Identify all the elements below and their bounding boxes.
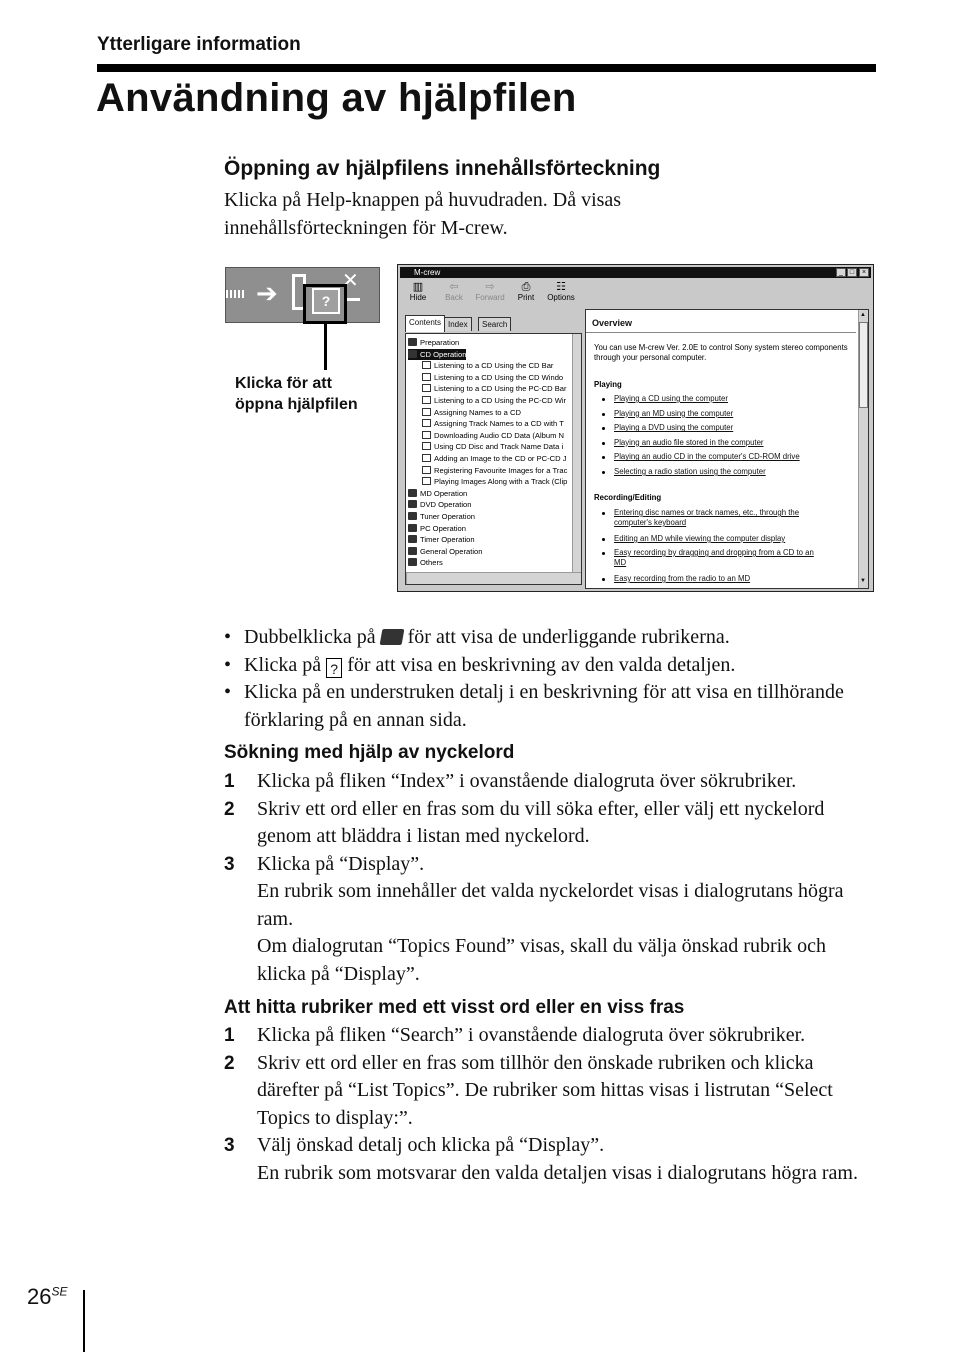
book-icon	[408, 535, 417, 543]
hide-label: Hide	[409, 293, 427, 302]
options-label: Options	[547, 293, 575, 302]
contents-tree	[405, 333, 582, 585]
forward-button[interactable]	[475, 281, 505, 302]
topic-link[interactable]: Playing an MD using the computer	[614, 408, 734, 418]
step-number: 3	[224, 1135, 235, 1156]
tree-item-label: Listening to a CD Using the CD Bar	[434, 361, 554, 371]
bullet-1-after: för att visa de underliggande rubrikerna.	[407, 626, 730, 648]
step-item	[224, 1022, 874, 1050]
callout-box	[303, 284, 347, 324]
step-item	[224, 851, 874, 989]
bullet-dot	[602, 442, 605, 445]
tree-item-label: General Operation	[420, 546, 483, 556]
tree-item[interactable]	[422, 418, 564, 429]
tree-item[interactable]	[408, 349, 466, 360]
topic-link[interactable]: MD	[614, 558, 627, 567]
playing-heading: Playing	[594, 380, 622, 389]
overview-intro: You can use M-crew Ver. 2.0E to control Sony system stereo components through your personal computer.	[594, 343, 848, 362]
page-suffix: SE	[51, 1284, 68, 1299]
page-icon	[422, 408, 431, 416]
step-item	[224, 1132, 874, 1187]
print-label: Print	[517, 293, 535, 302]
book-icon	[408, 338, 417, 346]
topic-link[interactable]: Selecting a radio station using the computer	[614, 467, 766, 476]
options-icon: ☷	[556, 281, 566, 293]
scroll-thumb[interactable]	[859, 322, 868, 408]
close-icon: ✕	[342, 268, 359, 292]
tree-item-label: Others	[420, 558, 443, 568]
page-icon	[422, 419, 431, 427]
book-icon	[408, 547, 417, 555]
topic-link[interactable]: Playing an audio file stored in the computer	[614, 437, 764, 447]
step-note: En rubrik som innehåller det valda nyckelordet visas i dialogrutans högra ram.	[257, 880, 844, 930]
tree-item[interactable]	[408, 488, 467, 499]
step-text: Skriv ett ord eller en fras som du vill söka efter, eller välj ett nyckelord genom att bläddra i listan med nyckelord.	[257, 797, 825, 847]
bullet-2-after: för att visa en beskrivning av den valda detaljen.	[347, 653, 736, 676]
opening-heading: Öppning av hjälpfilens innehållsförteckning	[224, 157, 661, 180]
window-title: M-crew	[414, 268, 441, 277]
scroll-down-icon: ▼	[860, 578, 866, 584]
page-number	[27, 1284, 68, 1310]
arrow-right-icon: ➔	[256, 279, 278, 309]
print-button[interactable]	[511, 281, 541, 302]
forward-label: Forward	[475, 293, 505, 302]
book-icon	[408, 489, 417, 497]
tree-item[interactable]	[408, 523, 466, 534]
tree-item[interactable]	[408, 511, 475, 522]
tree-item-label: Using CD Disc and Track Name Data i	[434, 442, 564, 452]
back-button[interactable]	[439, 281, 469, 302]
tree-item[interactable]	[408, 557, 443, 568]
tab-index[interactable]: Index	[444, 317, 472, 331]
topic-link[interactable]: Playing an audio CD in the computer's CD-ROM drive	[614, 452, 800, 462]
step-text: Klicka på “Display”.	[257, 852, 425, 875]
bullet-dot	[602, 398, 605, 401]
tree-item-label: Timer Operation	[420, 535, 475, 545]
step-note: En rubrik som motsvarar den valda detaljen visas i dialogrutans högra ram.	[257, 1161, 858, 1184]
tree-item-label: Downloading Audio CD Data (Album N	[434, 430, 565, 440]
keyword-steps	[224, 768, 874, 988]
close-button[interactable]: ×	[859, 268, 869, 277]
step-body	[257, 768, 874, 796]
step-text: Välj önskad detalj och klicka på “Display”.	[257, 1134, 605, 1156]
bullet-dot	[602, 456, 605, 459]
forward-arrow-icon: ⇨	[485, 281, 495, 293]
page-title: Användning av hjälpfilen	[96, 76, 577, 120]
tree-item-label: Adding an Image to the CD or PC-CD J	[434, 454, 567, 463]
step-number: 2	[224, 798, 235, 820]
bullet-item: • Klicka på en understruken detalj i en beskrivning för att visa en tillhörande förklaring på en annan sida.	[224, 679, 864, 734]
bullet-item: • Dubbelklicka på för att visa de underliggande rubrikerna.	[224, 626, 730, 648]
phrase-heading: Att hitta rubriker med ett visst ord eller en viss fras	[224, 997, 685, 1018]
help-button[interactable]: ?	[312, 288, 340, 314]
bullet-item: • Klicka på ? för att visa en beskrivning av den valda detaljen.	[224, 653, 736, 677]
minimize-button[interactable]: _	[836, 268, 846, 277]
tree-item-label: Listening to a CD Using the PC-CD Wir	[434, 396, 567, 405]
tree-item-label: MD Operation	[420, 488, 468, 498]
book-icon	[408, 512, 417, 520]
help-window	[397, 264, 874, 592]
tree-item[interactable]	[408, 546, 482, 557]
callout-line	[324, 324, 327, 370]
topic-link[interactable]: Playing a CD using the computer	[614, 394, 728, 403]
tree-item-label: CD Operation	[420, 349, 467, 359]
bullet-dot	[602, 413, 605, 416]
tree-item-label: Preparation	[420, 338, 460, 347]
topic-link[interactable]: computer's keyboard	[614, 518, 687, 527]
step-body	[257, 1132, 874, 1187]
callout-line-2: öppna hjälpfilen	[235, 396, 358, 413]
tree-item-label: PC Operation	[420, 523, 467, 533]
page-icon	[422, 361, 431, 369]
page-icon	[422, 431, 431, 439]
topic-pane	[585, 309, 869, 589]
bullet-2-before: Klicka på	[244, 653, 322, 676]
hide-icon: ▥	[412, 281, 424, 293]
topic-link[interactable]: Easy recording by dragging and dropping from a CD to an	[614, 548, 814, 557]
step-item	[224, 768, 874, 796]
topic-link[interactable]: Entering disc names or track names, etc., through the	[614, 508, 800, 517]
options-button[interactable]	[546, 281, 576, 302]
book-icon	[379, 629, 404, 645]
tree-item[interactable]	[422, 395, 566, 406]
tree-item[interactable]	[408, 499, 472, 510]
page-margin-line	[83, 1290, 85, 1352]
tree-item-label: DVD Operation	[420, 500, 472, 510]
tab-contents[interactable]: Contents	[405, 315, 445, 332]
tree-item[interactable]	[422, 360, 553, 371]
step-body	[257, 851, 874, 989]
tree-item-label: Assigning Track Names to a CD with T	[434, 419, 564, 429]
step-note: Om dialogrutan “Topics Found” visas, skall du välja önskad rubrik och klicka på “Display”.	[257, 935, 827, 985]
opening-text: Klicka på Help-knappen på huvudraden. Då visas innehållsförteckningen för M-crew.	[224, 189, 622, 239]
tree-item-label: Listening to a CD Using the CD Windo	[434, 372, 564, 382]
topic-link[interactable]: Editing an MD while viewing the computer display	[614, 534, 786, 543]
header-rule	[97, 64, 876, 72]
step-item	[224, 1050, 874, 1133]
tree-horizontal-scrollbar[interactable]	[406, 572, 582, 585]
page-icon	[422, 466, 431, 474]
step-text: Klicka på fliken “Index” i ovanstående dialogruta över sökrubriker.	[257, 770, 797, 792]
step-number: 1	[224, 1025, 235, 1046]
page-icon	[422, 373, 431, 381]
back-arrow-icon: ⇦	[449, 281, 459, 293]
tree-item-label: Playing Images Along with a Track (Clip	[434, 477, 568, 487]
recording-heading: Recording/Editing	[594, 493, 662, 502]
tree-vertical-scrollbar[interactable]	[572, 334, 582, 572]
back-label: Back	[445, 293, 463, 302]
step-number: 2	[224, 1052, 235, 1074]
step-body	[257, 1050, 874, 1133]
tree-item[interactable]	[408, 337, 459, 348]
bullet-dot	[602, 427, 605, 430]
bullet-dot	[602, 538, 605, 541]
phrase-steps	[224, 1022, 874, 1187]
bullet-dot	[602, 578, 605, 581]
window-titlebar	[400, 267, 871, 278]
bullet-list	[224, 624, 864, 734]
page-icon	[422, 477, 431, 485]
tree-item[interactable]	[422, 476, 567, 487]
navigation-pane	[404, 313, 584, 585]
grip-icon	[226, 290, 246, 298]
bullet-dot	[602, 471, 605, 474]
step-body	[257, 796, 874, 851]
tree-item[interactable]	[422, 407, 521, 418]
topic-link[interactable]: Playing a DVD using the computer	[614, 423, 734, 433]
tree-item-label: Registering Favourite Images for a Trac	[434, 465, 568, 475]
step-number: 3	[224, 853, 235, 875]
keyword-heading: Sökning med hjälp av nyckelord	[224, 742, 515, 763]
section-label: Ytterligare information	[97, 34, 301, 55]
bullet-3-text: Klicka på en understruken detalj i en beskrivning för att visa en tillhörande förklaring på en annan sida.	[244, 681, 844, 731]
scroll-up-icon: ▲	[860, 312, 866, 318]
bullet-dot	[602, 512, 605, 515]
tree-item[interactable]	[422, 372, 563, 383]
book-icon	[408, 350, 417, 358]
book-icon	[408, 524, 417, 532]
step-item	[224, 796, 874, 851]
topic-scrollbar[interactable]	[858, 310, 869, 588]
tree-item[interactable]	[422, 441, 563, 452]
page-icon	[422, 442, 431, 450]
printer-icon: ⎙	[521, 281, 531, 293]
step-text: Klicka på fliken “Search” i ovanstående dialogruta över sökrubriker.	[257, 1024, 806, 1046]
help-question-icon: ?	[326, 658, 342, 678]
bullet-dot	[602, 552, 605, 555]
tree-item[interactable]	[422, 453, 567, 464]
tree-item[interactable]	[408, 534, 475, 545]
bullet-1-before: Dubbelklicka på	[244, 626, 376, 648]
tab-search[interactable]: Search	[478, 317, 511, 331]
tree-item-label: Assigning Names to a CD	[434, 407, 521, 417]
heading-divider	[586, 332, 856, 333]
step-number: 1	[224, 771, 235, 792]
tree-item[interactable]	[422, 383, 567, 394]
page-icon	[422, 396, 431, 404]
step-text: Skriv ett ord eller en fras som tillhör den önskade rubriken och klicka därefter på “List Topics”. De rubriker som hittas visas i listrutan “Select Topics to display:”.	[257, 1051, 833, 1129]
callout-text	[235, 373, 358, 415]
page-icon	[422, 454, 431, 462]
hide-button[interactable]	[403, 281, 433, 302]
tree-item-label: Listening to a CD Using the PC-CD Bar	[434, 384, 567, 394]
page-number-value: 26	[27, 1284, 52, 1309]
book-icon	[408, 500, 417, 508]
step-body	[257, 1022, 874, 1050]
topic-link[interactable]: Easy recording from the radio to an MD	[614, 574, 751, 583]
tree-item[interactable]	[422, 430, 564, 441]
overview-heading: Overview	[592, 318, 633, 328]
page-icon	[422, 384, 431, 392]
maximize-button[interactable]: □	[847, 268, 857, 277]
tree-item[interactable]	[422, 465, 567, 476]
callout-line-1: Klicka för att	[235, 375, 332, 392]
tree-item-label: Tuner Operation	[420, 512, 476, 521]
book-icon	[408, 558, 417, 566]
